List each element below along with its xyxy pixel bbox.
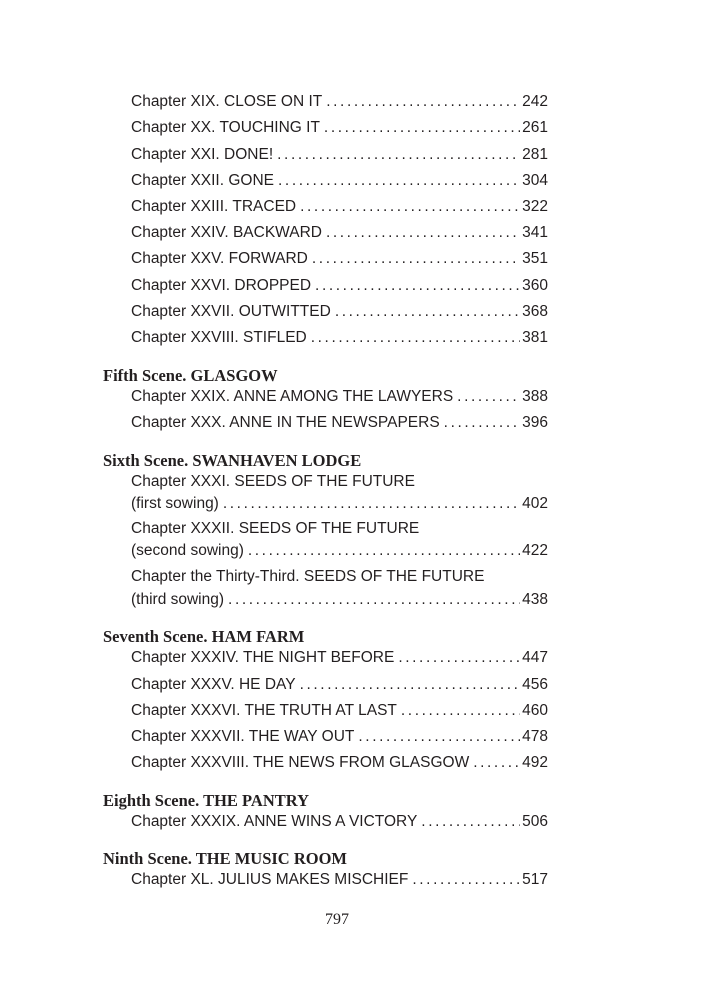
chapter-page: 478 <box>522 728 548 745</box>
chapter-title: Chapter XXXI. SEEDS OF THE FUTURE <box>131 473 415 490</box>
chapter-page: 438 <box>522 591 548 608</box>
toc-entry <box>131 275 548 297</box>
chapter-page: 396 <box>522 414 548 431</box>
chapter-page: 506 <box>522 813 548 830</box>
chapter-title: Chapter XXXIV. THE NIGHT BEFORE <box>131 649 395 666</box>
scene-heading: Seventh Scene. HAM FARM <box>103 627 305 646</box>
chapter-page: 381 <box>522 329 548 346</box>
toc-entry <box>131 869 548 891</box>
chapter-page: 351 <box>522 250 548 267</box>
dot-leader <box>223 493 520 515</box>
dot-leader <box>277 144 520 166</box>
toc-entry <box>131 412 548 434</box>
toc-entry <box>131 91 548 113</box>
chapter-page: 281 <box>522 146 548 163</box>
chapter-page: 261 <box>522 119 548 136</box>
toc-entry <box>131 589 548 611</box>
toc-entry <box>131 301 548 323</box>
chapter-title: Chapter XXXVIII. THE NEWS FROM GLASGOW <box>131 754 470 771</box>
toc-entry <box>131 222 548 244</box>
chapter-page: 322 <box>522 198 548 215</box>
chapter-title: Chapter XXIII. TRACED <box>131 198 297 215</box>
dot-leader <box>324 117 520 139</box>
dot-leader <box>444 412 520 434</box>
dot-leader <box>248 540 520 562</box>
scene-heading: Fifth Scene. GLASGOW <box>103 366 278 385</box>
toc-entry <box>131 700 548 722</box>
chapter-title: Chapter XXXV. HE DAY <box>131 676 296 693</box>
chapter-title: Chapter XXXVI. THE TRUTH AT LAST <box>131 702 397 719</box>
scene-heading: Ninth Scene. THE MUSIC ROOM <box>103 849 348 868</box>
chapter-page: 242 <box>522 93 548 110</box>
dot-leader <box>473 752 520 774</box>
chapter-title: Chapter XXIV. BACKWARD <box>131 224 322 241</box>
toc-entry <box>131 647 548 669</box>
chapter-title: Chapter XXII. GONE <box>131 172 274 189</box>
toc-entry <box>131 752 548 774</box>
chapter-page: 460 <box>522 702 548 719</box>
chapter-page: 304 <box>522 172 548 189</box>
dot-leader <box>311 327 520 349</box>
chapter-title: Chapter XXV. FORWARD <box>131 250 308 267</box>
dot-leader <box>421 811 520 833</box>
toc-entry <box>131 811 548 833</box>
chapter-title: Chapter the Thirty-Third. SEEDS OF THE FUTURE <box>131 568 485 585</box>
dot-leader <box>398 647 520 669</box>
toc-entry <box>131 726 548 748</box>
dot-leader <box>315 275 520 297</box>
dot-leader <box>335 301 520 323</box>
dot-leader <box>358 726 520 748</box>
chapter-page: 456 <box>522 676 548 693</box>
chapter-page: 447 <box>522 649 548 666</box>
chapter-subtitle: (first sowing) <box>131 495 219 512</box>
chapter-page: 422 <box>522 542 548 559</box>
toc-entry <box>131 196 548 218</box>
chapter-title: Chapter XXVII. OUTWITTED <box>131 303 331 320</box>
toc-entry <box>131 674 548 696</box>
chapter-page: 368 <box>522 303 548 320</box>
toc-entry <box>131 117 548 139</box>
dot-leader <box>457 386 520 408</box>
chapter-subtitle: (third sowing) <box>131 591 225 608</box>
chapter-title: Chapter XXI. DONE! <box>131 146 274 163</box>
dot-leader <box>300 196 520 218</box>
dot-leader <box>401 700 520 722</box>
chapter-title: Chapter XXX. ANNE IN THE NEWSPAPERS <box>131 414 440 431</box>
chapter-title: Chapter XXIX. ANNE AMONG THE LAWYERS <box>131 388 454 405</box>
dot-leader <box>312 248 520 270</box>
scene-heading: Sixth Scene. SWANHAVEN LODGE <box>103 451 362 470</box>
chapter-title: Chapter XL. JULIUS MAKES MISCHIEF <box>131 871 409 888</box>
toc-entry <box>131 170 548 192</box>
chapter-subtitle: (second sowing) <box>131 542 244 559</box>
page-number: 797 <box>325 911 349 928</box>
dot-leader <box>300 674 521 696</box>
dot-leader <box>412 869 520 891</box>
chapter-title: Chapter XIX. CLOSE ON IT <box>131 93 323 110</box>
toc-entry <box>131 540 548 562</box>
toc-entry <box>131 144 548 166</box>
chapter-title: Chapter XXVIII. STIFLED <box>131 329 307 346</box>
scene-heading: Eighth Scene. THE PANTRY <box>103 791 310 810</box>
dot-leader <box>228 589 520 611</box>
chapter-title: Chapter XX. TOUCHING IT <box>131 119 320 136</box>
chapter-page: 341 <box>522 224 548 241</box>
dot-leader <box>278 170 520 192</box>
toc-entry <box>131 327 548 349</box>
dot-leader <box>326 222 520 244</box>
chapter-title: Chapter XXXIX. ANNE WINS A VICTORY <box>131 813 418 830</box>
chapter-page: 492 <box>522 754 548 771</box>
chapter-page: 360 <box>522 277 548 294</box>
dot-leader <box>326 91 520 113</box>
chapter-title: Chapter XXXII. SEEDS OF THE FUTURE <box>131 520 420 537</box>
toc-entry <box>131 386 548 408</box>
chapter-page: 388 <box>522 388 548 405</box>
toc-entry <box>131 493 548 515</box>
chapter-page: 402 <box>522 495 548 512</box>
chapter-page: 517 <box>522 871 548 888</box>
toc-entry <box>131 248 548 270</box>
chapter-title: Chapter XXVI. DROPPED <box>131 277 312 294</box>
chapter-title: Chapter XXXVII. THE WAY OUT <box>131 728 355 745</box>
